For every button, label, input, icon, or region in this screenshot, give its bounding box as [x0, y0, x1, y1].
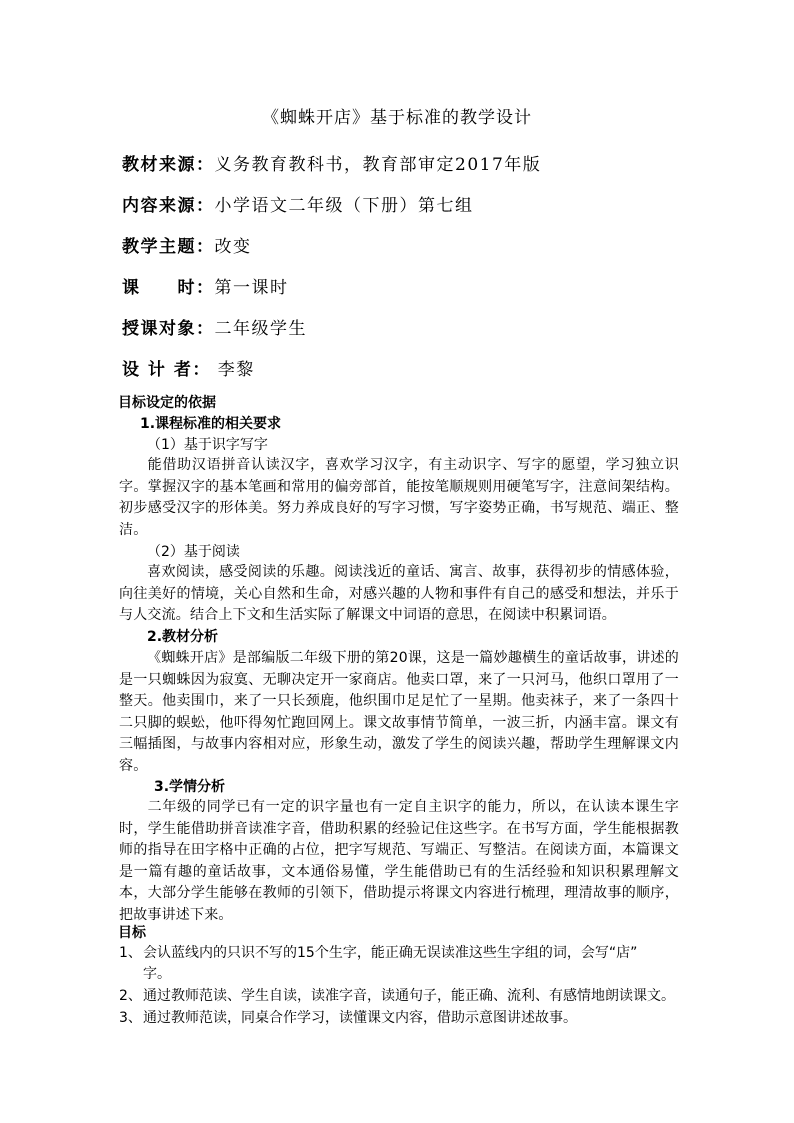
- basis-heading: 目标设定的依据: [118, 395, 216, 411]
- reading-paragraph: 喜欢阅读，感受阅读的乐趣。阅读浅近的童话、寓言、故事，获得初步的情感体验，向往美好的情境，关心自然和生命，对感兴趣的人物和事件有自己的感受和想法，并乐于与人交流。结合上下文和生活实际了解课文中词语的意思，在阅读中积累词语。: [119, 564, 679, 623]
- goal-item: 2、通过教师范读、学生自读，读准字音，读通句子，能正确、流利、有感情地朗读课文。: [119, 988, 675, 1004]
- meta-designer: 设 计 者： 李黎: [122, 360, 255, 380]
- meta-textbook-source: 教材来源：义务教育教科书，教育部审定2017年版: [122, 155, 542, 175]
- document-title: 《蜘蛛开店》基于标准的教学设计: [262, 108, 532, 128]
- learner-heading: 3.学情分析: [154, 779, 226, 795]
- meta-class-period: 课 时：第一课时: [122, 278, 289, 298]
- curriculum-heading: 1.课程标准的相关要求: [140, 416, 282, 432]
- goals-heading: 目标: [118, 925, 146, 941]
- textbook-paragraph: 《蜘蛛开店》是部编版二年级下册的第20课，这是一篇妙趣横生的童话故事，讲述的是一只蜘蛛因为寂寞、无聊决定开一家商店。他卖口罩，来了一只河马，他织口罩用了一整天。他卖围巾，来了一只长颈鹿，他织围巾足足忙了一星期。他卖袜子，来了一条四十二只脚的蜈蚣，他吓得匆忙跑回网上。课文故事情节简单，一波三折，内涵丰富。课文有三幅插图，与故事内容相对应，形象生动，激发了学生的阅读兴趣，帮助学生理解课文内容。: [119, 650, 679, 774]
- literacy-heading: （1）基于识字写字: [147, 437, 268, 453]
- goal-item: 3、通过教师范读，同桌合作学习，读懂课文内容，借助示意图讲述故事。: [119, 1010, 577, 1026]
- textbook-heading: 2.教材分析: [147, 629, 219, 645]
- goal-item: 1、会认蓝线内的只识不写的15个生字，能正确无误读准这些生字组的词，会写“店” 字。: [119, 945, 638, 982]
- meta-teaching-theme: 教学主题：改变: [122, 237, 252, 257]
- reading-heading: （2）基于阅读: [147, 544, 240, 560]
- literacy-paragraph: 能借助汉语拼音认读汉字，喜欢学习汉字，有主动识字、写字的愿望，学习独立识字。掌握汉字的基本笔画和常用的偏旁部首，能按笔顺规则用硬笔写字，注意间架结构。初步感受汉字的形体美。努力养成良好的写字习惯，写字姿势正确，书写规范、端正、整洁。: [119, 457, 679, 538]
- meta-content-source: 内容来源：小学语文二年级（下册）第七组: [122, 196, 474, 216]
- learner-paragraph: 二年级的同学已有一定的识字量也有一定自主识字的能力，所以，在认读本课生字时，学生能借助拼音读准字音，借助积累的经验记住这些字。在书写方面，学生能根据教师的指导在田字格中正确的占位，把字写规范、写端正、写整洁。在阅读方面，本篇课文是一篇有趣的童话故事，文本通俗易懂，学生能借助已有的生活经验和知识积累理解文本，大部分学生能够在教师的引领下，借助提示将课文内容进行梳理，理清故事的顺序，把故事讲述下来。: [119, 799, 679, 923]
- meta-audience: 授课对象：二年级学生: [122, 319, 307, 339]
